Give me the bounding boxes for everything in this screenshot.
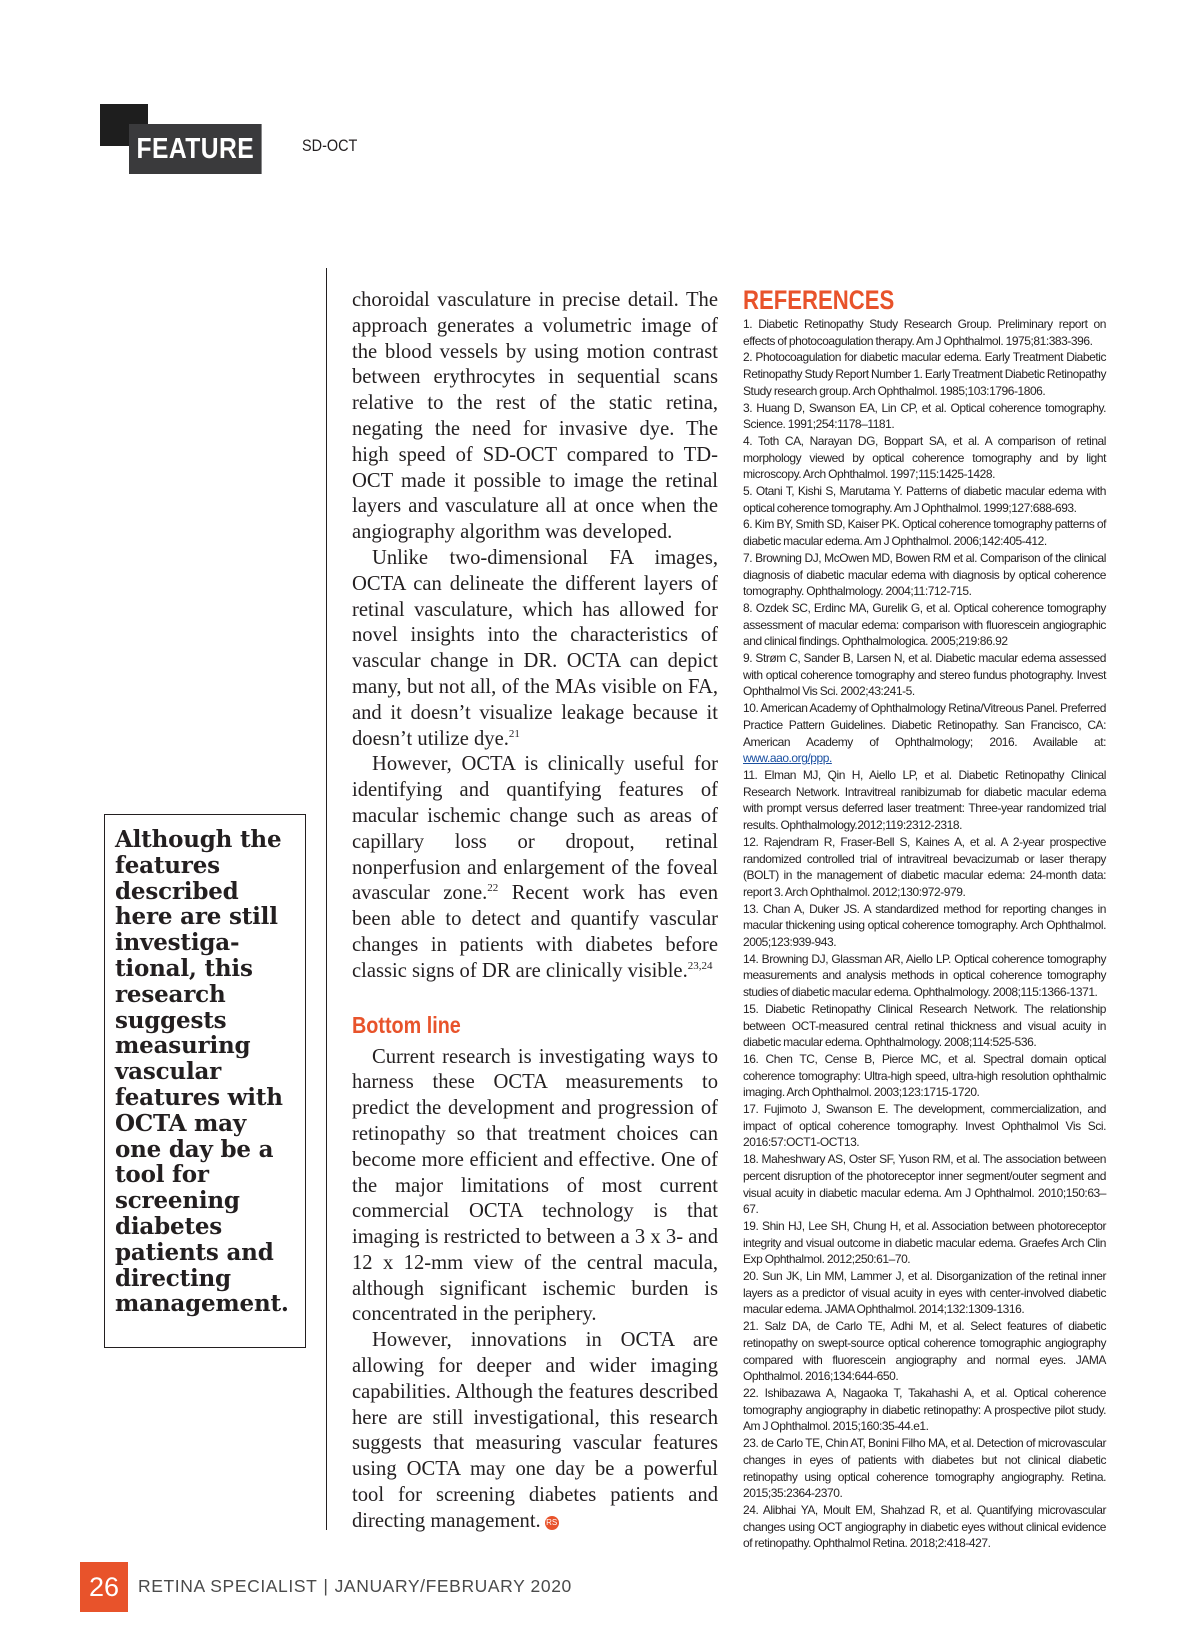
references-list (743, 316, 1106, 1552)
reference-item: 1. Diabetic Retinopathy Study Research Group. Preliminary report on effects of photocoagulation therapy. Am J Ophthalmol. 1975;81:383-396. (743, 317, 1106, 348)
reference-item: 8. Ozdek SC, Erdinc MA, Gurelik G, et al. Optical coherence tomography assessment of macular edema: comparison with fluorescein angiographic and clinical findings. Ophthalmologica. 2005;219:86.92 (743, 600, 1106, 649)
paragraph-text: However, innovations in OCTA are allowing for deeper and wider imaging capabilities. Although the features described here are still investigational, this research suggests that measuring vascular features using OCTA may one day be a powerful tool for screening diabetes patients and directing management. (352, 1329, 718, 1532)
section-topic: SD-OCT (302, 136, 358, 155)
bottom-line-heading: Bottom line (352, 1011, 461, 1038)
body-paragraph (352, 546, 718, 752)
reference-item: 7. Browning DJ, McOwen MD, Bowen RM et al. Comparison of the clinical diagnosis of diabetic macular edema with diagnosis by optical coherence tomography. Ophthalmology. 2004;11:712-715. (743, 550, 1106, 599)
paragraph-text: Recent work has even been able to detect and quantify vascular changes in patients with diabetes before classic signs of DR are clinically visible. (352, 882, 719, 982)
reference-item: 6. Kim BY, Smith SD, Kaiser PK. Optical coherence tomography patterns of diabetic macular edema. Am J Ophthalmol. 2006;142:405-412. (743, 517, 1106, 549)
reference-item: 14. Browning DJ, Glassman AR, Aiello LP. Optical coherence tomography measurements and analysis methods in optical coherence tomography studies of diabetic macular edema. Ophthalmology. 2008;115:1366-1371. (743, 951, 1106, 1000)
reference-item: 13. Chan A, Duker JS. A standardized method for reporting changes in macular thickening using optical coherence tomography. Arch Ophthalmol. 2005;123:939-943. (743, 901, 1106, 950)
paragraph-text: Unlike two-dimensional FA images, OCTA can delineate the different layers of retinal vasculature, which has allowed for novel insights into the characteristics of vascular change in DR. OCTA can depict many, but not all, of the MAs visible on FA, and it doesn’t visualize leakage because it doesn’t utilize dye. (352, 546, 718, 750)
reference-item: 4. Toth CA, Narayan DG, Boppart SA, et al. A comparison of retinal morphology viewed by optical coherence tomography and by light microscopy. Arch Ophthalmol. 1997;115:1425-1428. (743, 433, 1106, 482)
reference-item: 21. Salz DA, de Carlo TE, Adhi M, et al. Select features of diabetic retinopathy on swept-source optical coherence tomographic angiography compared with fluorescein angiography and normal eyes. JAMA Ophthalmol. 2016;134:644-650. (743, 1319, 1106, 1384)
column-divider (326, 268, 327, 1530)
pull-quote-text: Although the features described here are still investiga-tional, this research suggests measuring vascular features with OCTA may one day be a tool for screening diabetes patients and directing management. (115, 826, 289, 1318)
body-paragraph (352, 1045, 718, 1329)
reference-item: 17. Fujimoto J, Swanson E. The development, commercialization, and impact of optical coherence tomography. Invest Ophthalmol Vis Sci. 2016:57:OCT1-OCT13. (743, 1102, 1106, 1150)
reference-item: 5. Otani T, Kishi S, Marutama Y. Patterns of diabetic macular edema with optical coherence tomography. Am J Ophthalmol. 1999;127:688-693. (743, 484, 1106, 515)
reference-item: 12. Rajendram R, Fraser-Bell S, Kaines A, et al. A 2-year prospective randomized controlled trial of intravitreal bevacizumab or laser therapy (BOLT) in the management of diabetic macular edema: 24-month data: report 3. Arch Ophthalmol. 2012;130:972-979. (743, 834, 1106, 899)
reference-item: 18. Maheshwary AS, Oster SF, Yuson RM, et al. The association between percent disruption of the photoreceptor inner segment/outer segment and visual acuity in diabetic macular edema. Am J Ophthalmol. 2010;150:63–67. (743, 1152, 1106, 1217)
body-paragraph (352, 1328, 718, 1534)
section-label: FEATURE (129, 124, 262, 174)
article-body (352, 288, 718, 1535)
paragraph-text: However, OCTA is clinically useful for identifying and quantifying features of macular ischemic change such as areas of capillary loss or dropout, retinal nonperfusion and enlargement of the foveal avascular zone. (352, 753, 718, 905)
references-section (743, 286, 1106, 1552)
reference-item: 3. Huang D, Swanson EA, Lin CP, et al. Optical coherence tomography. Science. 1991;254:1178–1181. (743, 400, 1106, 432)
reference-item: 16. Chen TC, Cense B, Pierce MC, et al. Spectral domain optical coherence tomography: Ultra-high speed, ultra-high resolution ophthalmic imaging. Arch Ophthalmol. 2003;123:1715-1720. (743, 1051, 1106, 1100)
reference-item: 23. de Carlo TE, Chin AT, Bonini Filho MA, et al. Detection of microvascular changes in eyes of patients with diabetes but not clinical diabetic retinopathy using optical coherence tomography angiography. Retina. 2015;35:2364-2370. (743, 1436, 1106, 1501)
citation-superscript: 23,24 (687, 959, 713, 972)
pull-quote-box (104, 814, 306, 1348)
reference-item: 15. Diabetic Retinopathy Clinical Research Network. The relationship between OCT-measured central retinal thickness and visual acuity in diabetic macular edema. Ophthalmology. 2008;114:525-536. (743, 1001, 1106, 1050)
reference-item: 9. Strøm C, Sander B, Larsen N, et al. Diabetic macular edema assessed with optical coherence tomography and stereo fundus photography. Invest Ophthalmol Vis Sci. 2002;43:241-5. (743, 651, 1106, 699)
reference-item: 20. Sun JK, Lin MM, Lammer J, et al. Disorganization of the retinal inner layers as a predictor of visual acuity in eyes with center-involved diabetic macular edema. JAMA Ophthalmol. 2014;132:1309-1316. (743, 1269, 1106, 1317)
citation-superscript: 22 (487, 882, 499, 895)
body-paragraph (352, 288, 718, 546)
citation-superscript: 21 (508, 727, 520, 740)
reference-item: 11. Elman MJ, Qin H, Aiello LP, et al. Diabetic Retinopathy Clinical Research Network. Intravitreal ranibizumab for diabetic macular edema with prompt versus deferred laser treatment: Three-year randomized trial results. Ophthalmology.2012;119:2312-2318. (743, 767, 1106, 833)
paragraph-text: choroidal vasculature in precise detail. The approach generates a volumetric image of the blood vessels by using motion contrast between erythrocytes in sequential scans relative to the rest of the static retina, negating the need for invasive dye. The high speed of SD-OCT compared to TD-OCT made it possible to image the retinal layers and vasculature all at once when the angiography algorithm was developed. (352, 289, 718, 544)
footer-publication-line (138, 1576, 572, 1597)
reference-text: 10. American Academy of Ophthalmology Retina/Vitreous Panel. Preferred Practice Pattern Guidelines. Diabetic Retinopathy. San Francisco, CA: American Academy of Ophthalmology; 2016. Available at: (743, 701, 1106, 749)
reference-item (743, 700, 1106, 767)
reference-item: 24. Alibhai YA, Moult EM, Shahzad R, et al. Quantifying microvascular changes using OCT angiography in diabetic eyes without clinical evidence of retinopathy. Ophthalmol Retina. 2018;2:418-427. (743, 1502, 1106, 1551)
body-paragraph (352, 752, 718, 984)
references-heading: REFERENCES (743, 285, 895, 315)
reference-item: 2. Photocoagulation for diabetic macular edema. Early Treatment Diabetic Retinopathy Study Report Number 1. Early Treatment Diabetic Retinopathy Study research group. Arch Ophthalmol. 1985;103:1796-1806. (743, 350, 1106, 398)
footer-separator: | (323, 1576, 329, 1596)
issue-date: JANUARY/FEBRUARY 2020 (334, 1576, 572, 1596)
publication-name: RETINA SPECIALIST (138, 1576, 318, 1596)
reference-item: 22. Ishibazawa A, Nagaoka T, Takahashi A, et al. Optical coherence tomography angiography in diabetic retinopathy: A prospective pilot study. Am J Ophthalmol. 2015;160:35-44.e1. (743, 1386, 1106, 1434)
end-of-article-badge-icon: RS (545, 1516, 559, 1530)
page-number: 26 (80, 1562, 128, 1612)
reference-link[interactable]: www.aao.org/ppp. (743, 751, 832, 766)
reference-item: 19. Shin HJ, Lee SH, Chung H, et al. Association between photoreceptor integrity and visual outcome in diabetic macular edema. Graefes Arch Clin Exp Ophthalmol. 2012;250:61–70. (743, 1218, 1106, 1267)
paragraph-text: Current research is investigating ways to harness these OCTA measurements to predict the development and progression of retinopathy so that treatment choices can become more efficient and effective. One of the major limitations of most current commercial OCTA technology is that imaging is restricted to between a 3 x 3- and 12 x 12-mm view of the central macula, although significant ischemic burden is concentrated in the periphery. (352, 1045, 718, 1326)
